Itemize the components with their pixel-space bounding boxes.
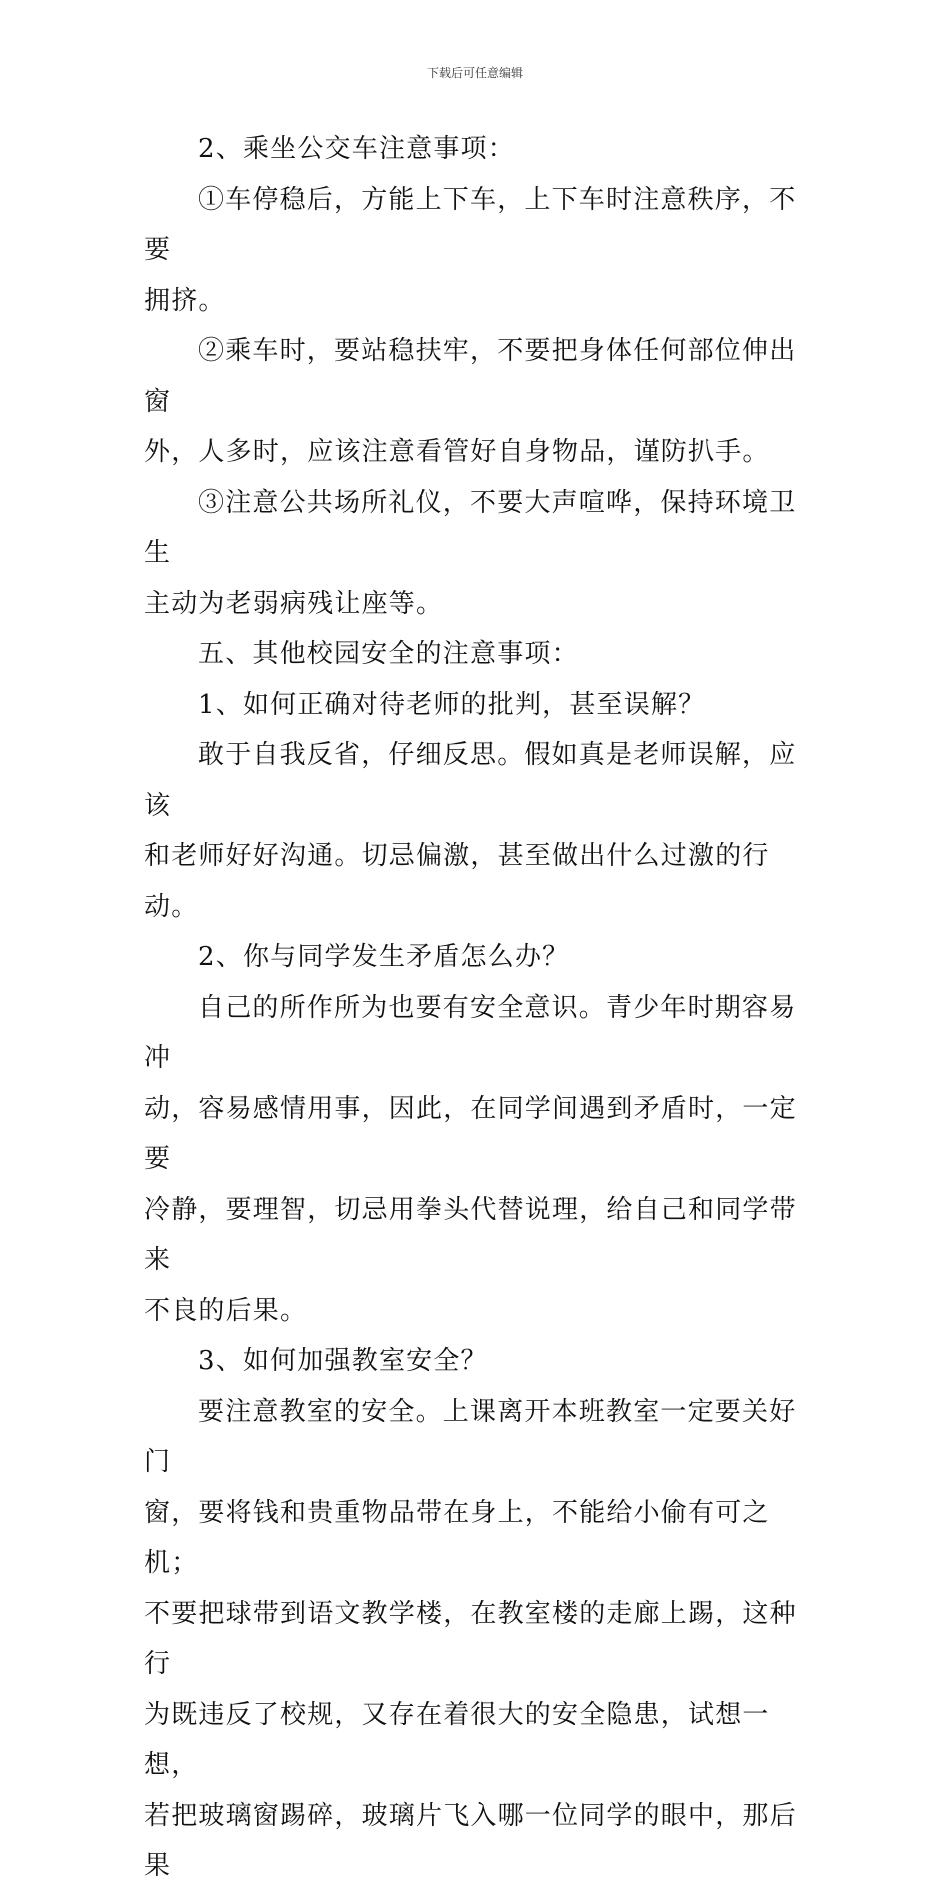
- answer-3: [144, 1387, 808, 1892]
- line: 不良的后果。: [144, 1295, 308, 1326]
- bus-item-2: [144, 326, 808, 478]
- page-header: 下载后可任意编辑: [426, 66, 523, 80]
- line: 若把玻璃窗踢碎，玻璃片飞入哪一位同学的眼中，那后果: [144, 1800, 797, 1881]
- document-body: [144, 124, 808, 1892]
- line: 2、乘坐公交车注意事项：: [198, 134, 515, 164]
- answer-1: [144, 730, 808, 932]
- line: 1、如何正确对待老师的批判，甚至误解？: [198, 689, 706, 720]
- line: 动，容易感情用事，因此，在同学间遇到矛盾时，一定要: [144, 1093, 797, 1174]
- line: 要注意教室的安全。上课离开本班教室一定要关好门: [144, 1396, 797, 1477]
- line: 拥挤。: [144, 285, 226, 316]
- line: 3、如何加强教室安全？: [198, 1346, 488, 1376]
- line: 五、其他校园安全的注意事项：: [198, 639, 579, 669]
- line: 2、你与同学发生矛盾怎么办？: [198, 942, 570, 972]
- bus-item-1: [144, 175, 808, 327]
- bus-heading: [144, 124, 808, 175]
- bus-item-3: [144, 478, 808, 630]
- line: 外，人多时，应该注意看管好自身物品，谨防扒手。: [144, 437, 770, 467]
- line: 自己的所作所为也要有安全意识。青少年时期容易冲: [144, 992, 797, 1073]
- answer-2: [144, 983, 808, 1337]
- line: 窗，要将钱和贵重物品带在身上，不能给小偷有可之机；: [144, 1497, 770, 1578]
- line: 和老师好好沟通。切忌偏激，甚至做出什么过激的行动。: [144, 841, 770, 922]
- line: 为既违反了校规，又存在着很大的安全隐患，试想一想，: [144, 1699, 770, 1780]
- line: ③注意公共场所礼仪，不要大声喧哗，保持环境卫生: [144, 487, 797, 568]
- line: 主动为老弱病残让座等。: [144, 588, 444, 619]
- line: 敢于自我反省，仔细反思。假如真是老师误解，应该: [144, 740, 797, 821]
- question-2: [144, 932, 808, 983]
- line: ②乘车时，要站稳扶牢，不要把身体任何部位伸出窗: [144, 336, 797, 417]
- line: ①车停稳后，方能上下车，上下车时注意秩序，不要: [144, 184, 797, 265]
- line: 不要把球带到语文教学楼，在教室楼的走廊上踢，这种行: [144, 1598, 797, 1679]
- section-5-heading: [144, 629, 808, 680]
- line: 冷静，要理智，切忌用拳头代替说理，给自己和同学带来: [144, 1194, 797, 1275]
- question-1: [144, 680, 808, 731]
